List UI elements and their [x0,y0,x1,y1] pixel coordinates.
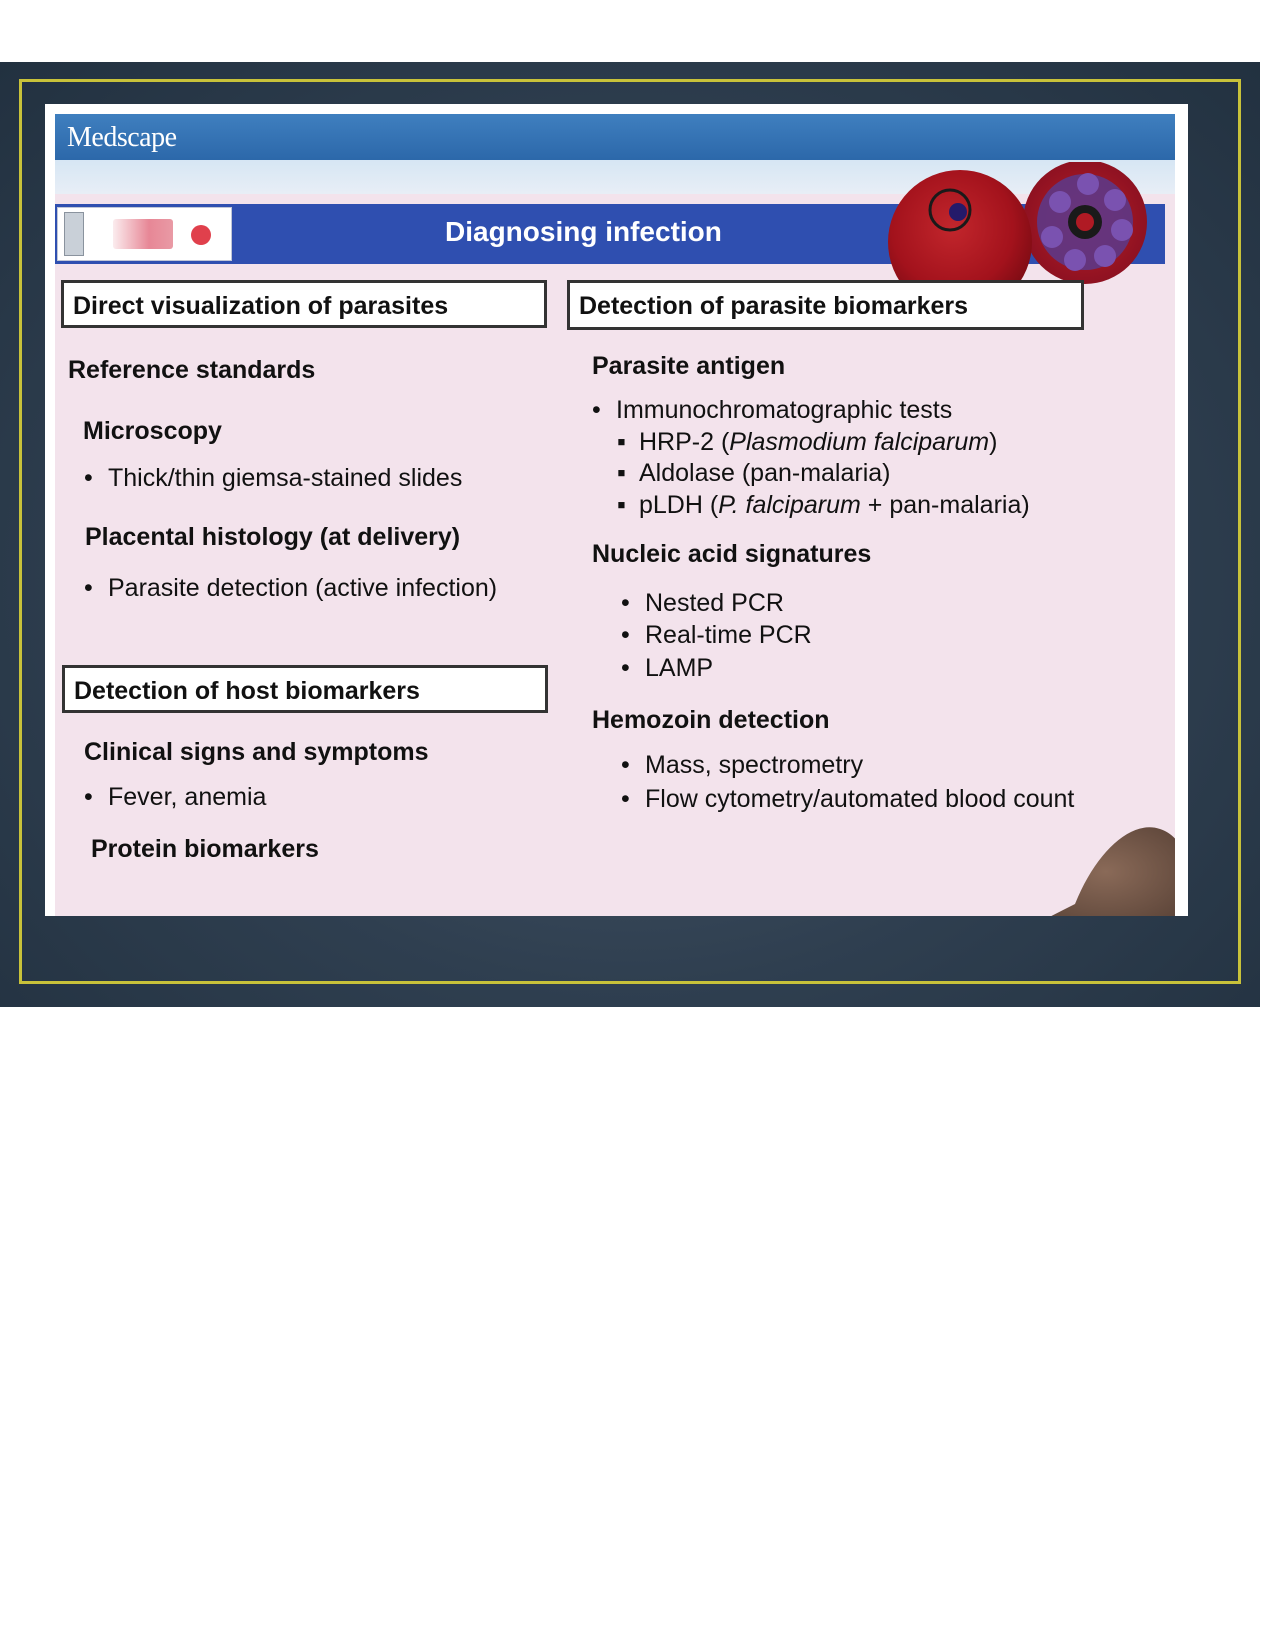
microscopy-heading: Microscopy [83,417,222,445]
reference-standards-heading: Reference standards [68,356,316,384]
figure-title: Diagnosing infection [445,216,722,247]
nucleic-item: • LAMP [621,654,713,683]
hemozoin-item: • Flow cytometry/automated blood count [621,785,1074,814]
placental-item: • Parasite detection (active infection) [84,574,497,603]
pldh-species: P. falciparum [718,491,861,519]
nucleic-item: • Real-time PCR [621,621,812,650]
hrp2-species: Plasmodium falciparum [729,428,990,456]
nucleic-acid-heading: Nucleic acid signatures [592,540,872,568]
patient-head-illustration [955,814,1175,916]
blood-drop [191,225,211,245]
hrp2-suffix: ) [989,428,998,456]
hrp2-label: HRP-2 ( [639,428,730,456]
hrp2-item [617,428,997,457]
direct-visualization-box: Direct visualization of parasites [61,280,547,328]
brand-bar [55,114,1175,160]
parasite-antigen-heading: Parasite antigen [592,352,786,380]
hemozoin-heading: Hemozoin detection [592,706,830,734]
hemozoin-item: • Mass, spectrometry [621,751,863,780]
pldh-label: pLDH ( [639,491,719,519]
protein-biomarkers-heading: Protein biomarkers [91,835,319,863]
clinical-signs-heading: Clinical signs and symptoms [84,738,429,766]
microscopy-item: • Thick/thin giemsa-stained slides [84,464,462,493]
nucleic-item: • Nested PCR [621,589,784,618]
figure-panel [45,104,1188,916]
aldolase-item: ▪ Aldolase (pan-malaria) [617,459,891,488]
immunochromatographic-item: • Immunochromatographic tests [592,396,952,425]
slide-label [64,212,84,256]
clinical-item: • Fever, anemia [84,783,266,812]
placental-histology-heading: Placental histology (at delivery) [85,523,461,551]
blood-smear-slide-image [57,207,232,261]
parasite-biomarkers-box: Detection of parasite biomarkers [567,280,1084,330]
host-biomarkers-box: Detection of host biomarkers [62,665,548,713]
pldh-suffix: + pan-malaria) [860,491,1030,519]
figure-content [55,114,1175,916]
brand-logo: Medscape [67,122,177,153]
pldh-item [617,491,1030,520]
blood-smear [113,219,173,249]
